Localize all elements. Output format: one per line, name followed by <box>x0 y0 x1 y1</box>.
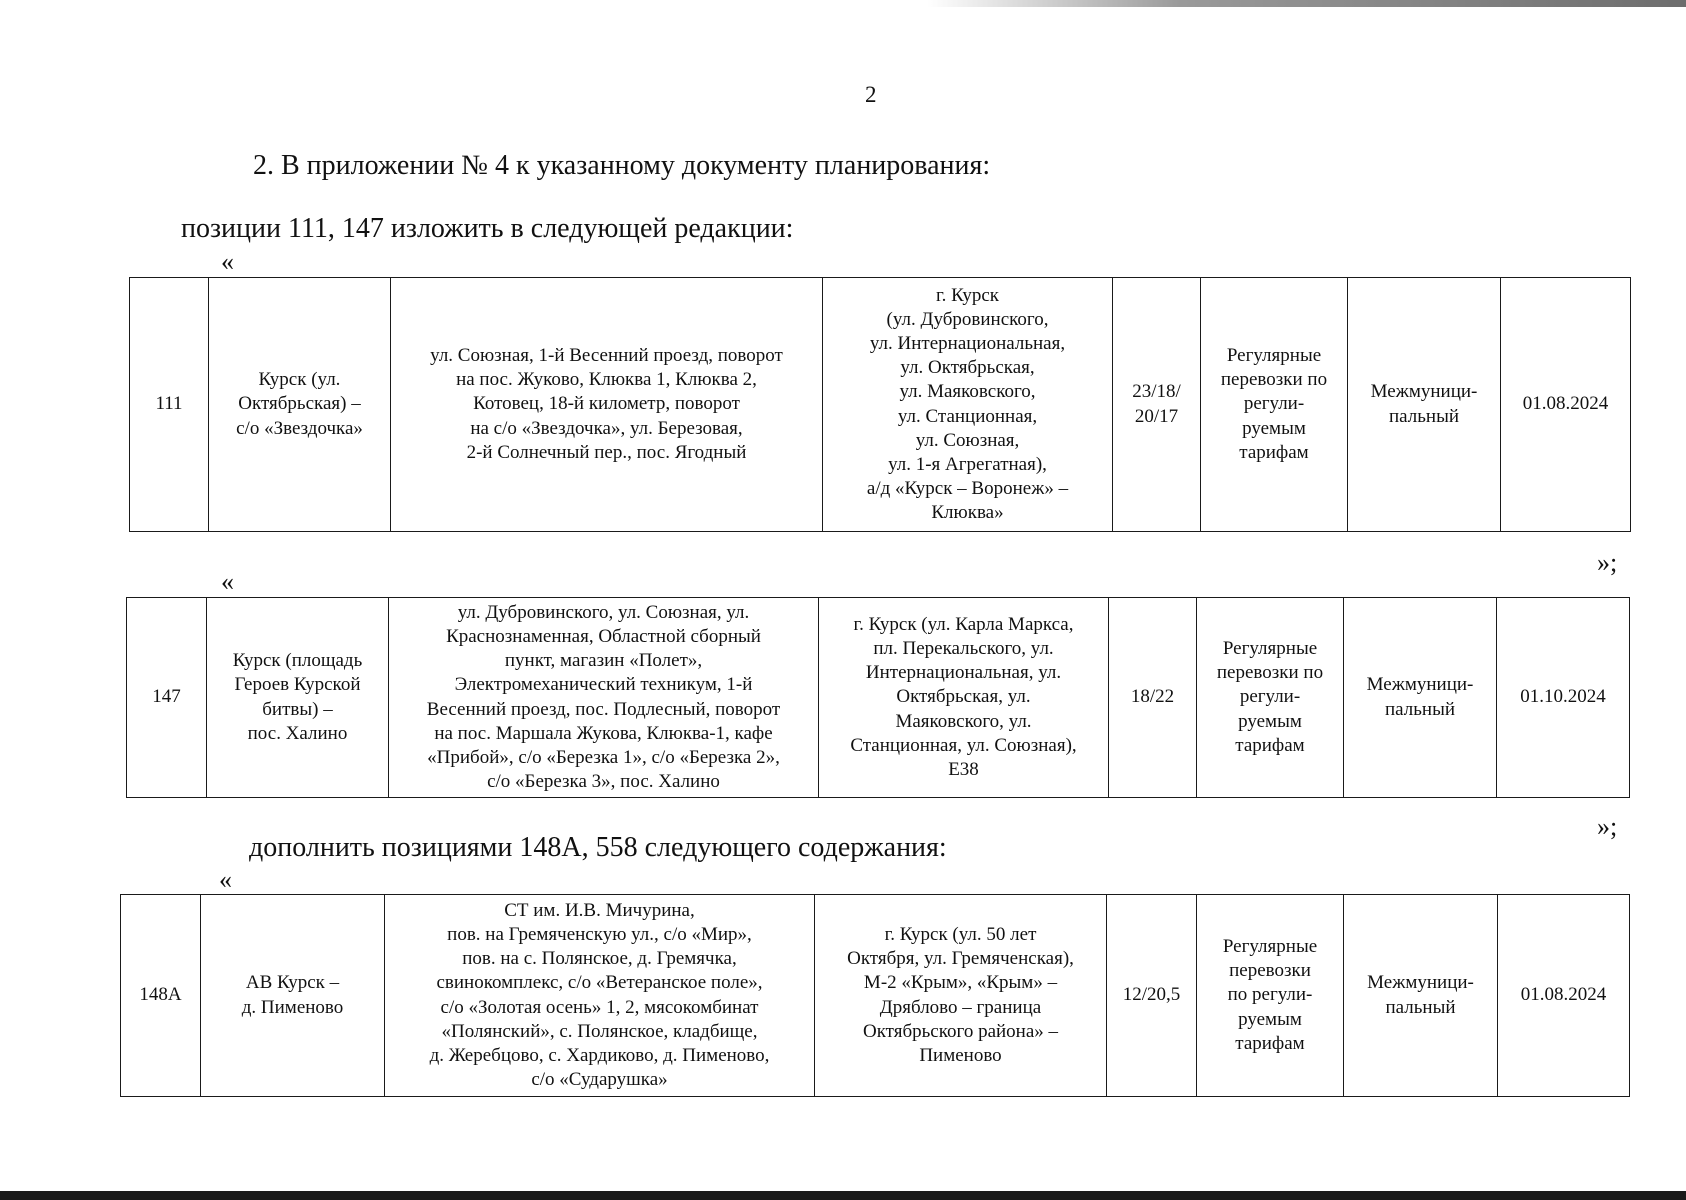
stops-line: с/о «Золотая осень» 1, 2, мясокомбинат <box>440 996 759 1018</box>
streets-line: ул. Союзная, <box>915 429 1020 451</box>
table-row <box>127 598 1630 798</box>
route-number-cell <box>130 278 209 532</box>
route-name-cell <box>207 598 389 798</box>
streets-line: Станционная, ул. Союзная), <box>850 734 1077 756</box>
start-date: 01.10.2024 <box>1520 686 1606 708</box>
category-line: пальный <box>1384 698 1456 720</box>
stops-line: Котовец, 18-й километр, поворот <box>473 393 740 415</box>
route-length-cell <box>1109 598 1197 798</box>
route-table-111 <box>129 277 1631 532</box>
stops-line: пов. на с. Полянское, д. Гремячка, <box>462 948 737 970</box>
streets-line: пл. Перекальского, ул. <box>873 638 1054 660</box>
transport-type-cell <box>1197 895 1344 1097</box>
streets-line: г. Курск <box>935 284 1000 306</box>
stops-line: на пос. Жуково, Клюква 1, Клюква 2, <box>456 369 757 391</box>
streets-line: г. Курск (ул. 50 лет <box>884 924 1037 946</box>
route-table-148a <box>120 894 1630 1097</box>
route-name-line: Героев Курской <box>234 674 361 696</box>
length-line: 18/22 <box>1130 686 1175 708</box>
stops-line: Электромеханический техникум, 1-й <box>454 674 753 696</box>
streets-line: г. Курск (ул. Карла Маркса, <box>853 614 1074 636</box>
route-name-line: битвы) – <box>262 698 333 720</box>
category-line: Межмуници- <box>1370 381 1478 403</box>
route-name-line: с/о «Звездочка» <box>236 417 363 439</box>
stops-line: Краснознаменная, Областной сборный <box>446 626 761 648</box>
quote-open-148a: « <box>219 865 232 894</box>
start-date-cell <box>1498 895 1630 1097</box>
type-line: тарифам <box>1235 734 1305 756</box>
type-line: по регули- <box>1227 984 1313 1006</box>
stops-line: ул. Союзная, 1-й Весенний проезд, поворот <box>430 345 783 367</box>
streets-line: Клюква» <box>931 502 1004 523</box>
route-streets-cell <box>815 895 1107 1097</box>
table-row <box>121 895 1630 1097</box>
category-line: пальный <box>1388 405 1460 427</box>
route-stops-cell <box>385 895 815 1097</box>
type-line: Регулярные <box>1222 638 1318 660</box>
stops-line: Весенний проезд, пос. Подлесный, поворот <box>426 698 781 720</box>
streets-line: Дряблово – граница <box>879 996 1042 1018</box>
route-number: 147 <box>152 686 181 708</box>
route-number-cell <box>121 895 201 1097</box>
start-date: 01.08.2024 <box>1520 984 1607 1006</box>
category-line: Межмуници- <box>1367 972 1474 994</box>
stops-line: «Прибой», с/о «Березка 1», с/о «Березка 2», <box>427 746 780 768</box>
route-number: 111 <box>155 393 183 415</box>
route-streets-cell <box>823 278 1113 532</box>
quote-open-147: « <box>221 567 234 596</box>
type-line: регули- <box>1239 686 1301 708</box>
type-line: регули- <box>1243 393 1305 415</box>
streets-line: ул. Интернациональная, <box>869 333 1066 355</box>
length-line: 20/17 <box>1134 405 1179 427</box>
scan-top-edge <box>0 0 1686 7</box>
stops-line: СТ им. И.В. Мичурина, <box>504 900 695 921</box>
route-name-line: Октябрьская) – <box>238 393 361 415</box>
route-name-line: д. Пименово <box>241 996 344 1018</box>
stops-line: свинокомплекс, с/о «Ветеранское поле», <box>436 972 763 994</box>
section-heading: 2. В приложении № 4 к указанному документу планирования: <box>253 150 991 181</box>
transport-type-cell <box>1197 598 1344 798</box>
table-row <box>130 278 1631 532</box>
quote-open-111: « <box>221 247 234 276</box>
quote-close-147: »; <box>1597 812 1618 841</box>
route-stops-cell <box>389 598 819 798</box>
category-line: Межмуници- <box>1366 674 1474 696</box>
streets-line: ул. Октябрьская, <box>900 357 1035 379</box>
route-number-cell <box>127 598 207 798</box>
stops-line: ул. Дубровинского, ул. Союзная, ул. <box>457 602 750 623</box>
route-name-line: Курск (площадь <box>232 650 363 672</box>
route-streets-cell <box>819 598 1109 798</box>
stops-line: пов. на Гремяченскую ул., с/о «Мир», <box>447 924 752 946</box>
streets-line: Е38 <box>948 758 979 780</box>
stops-line: на с/о «Звездочка», ул. Березовая, <box>470 417 743 439</box>
route-length-cell <box>1107 895 1197 1097</box>
stops-line: с/о «Сударушка» <box>531 1068 668 1090</box>
type-line: Регулярные <box>1222 936 1318 958</box>
streets-line: Интернациональная, ул. <box>865 662 1062 684</box>
route-length-cell <box>1113 278 1201 532</box>
route-category-cell <box>1348 278 1501 532</box>
route-name-line: пос. Халино <box>247 722 348 744</box>
type-line: перевозки <box>1229 960 1311 982</box>
type-line: руемым <box>1238 710 1302 732</box>
streets-line: М-2 «Крым», «Крым» – <box>863 972 1058 994</box>
type-line: руемым <box>1238 1008 1302 1030</box>
stops-line: «Полянский», с. Полянское, кладбище, <box>441 1020 758 1042</box>
route-name-line: Курск (ул. <box>258 369 341 391</box>
route-table-147 <box>126 597 1630 798</box>
streets-line: Октября, ул. Гремяченская), <box>847 948 1074 970</box>
replace-intro: позиции 111, 147 изложить в следующей редакции: <box>181 213 794 244</box>
streets-line: ул. Станционная, <box>897 405 1038 427</box>
type-line: тарифам <box>1239 441 1309 463</box>
streets-line: ул. Маяковского, <box>899 381 1036 403</box>
streets-line: ул. 1-я Агрегатная), <box>888 453 1047 475</box>
quote-close-111: »; <box>1597 548 1618 577</box>
stops-line: 2-й Солнечный пер., пос. Ягодный <box>466 441 747 463</box>
streets-line: Октябрьская, ул. <box>896 686 1031 708</box>
streets-line: Маяковского, ул. <box>895 710 1032 732</box>
route-name-line: АВ Курск – <box>245 972 340 994</box>
type-line: перевозки по <box>1216 662 1324 684</box>
type-line: тарифам <box>1235 1032 1305 1054</box>
route-name-cell <box>201 895 385 1097</box>
type-line: руемым <box>1242 417 1306 439</box>
stops-line: с/о «Березка 3», пос. Халино <box>487 770 720 792</box>
scan-bottom-edge <box>0 1191 1686 1200</box>
page-number: 2 <box>865 82 877 107</box>
streets-line: а/д «Курск – Воронеж» – <box>866 477 1069 499</box>
route-name-cell <box>209 278 391 532</box>
type-line: Регулярные <box>1226 345 1322 367</box>
streets-line: Пименово <box>919 1044 1002 1066</box>
length-line: 12/20,5 <box>1122 984 1181 1006</box>
streets-line: Октябрьского района» – <box>862 1020 1059 1042</box>
streets-line: (ул. Дубровинского, <box>886 309 1049 330</box>
route-category-cell <box>1344 895 1498 1097</box>
stops-line: д. Жеребцово, с. Хардиково, д. Пименово, <box>429 1044 770 1066</box>
start-date-cell <box>1497 598 1630 798</box>
add-intro: дополнить позициями 148А, 558 следующего содержания: <box>249 832 947 863</box>
transport-type-cell <box>1201 278 1348 532</box>
route-category-cell <box>1344 598 1497 798</box>
category-line: пальный <box>1385 996 1456 1018</box>
start-date: 01.08.2024 <box>1522 393 1609 415</box>
stops-line: пункт, магазин «Полет», <box>504 650 703 672</box>
type-line: перевозки по <box>1220 369 1328 391</box>
stops-line: на пос. Маршала Жукова, Клюква-1, кафе <box>434 722 773 744</box>
length-line: 23/18/ <box>1132 381 1181 403</box>
start-date-cell <box>1501 278 1631 532</box>
route-stops-cell <box>391 278 823 532</box>
route-number: 148А <box>139 984 182 1006</box>
